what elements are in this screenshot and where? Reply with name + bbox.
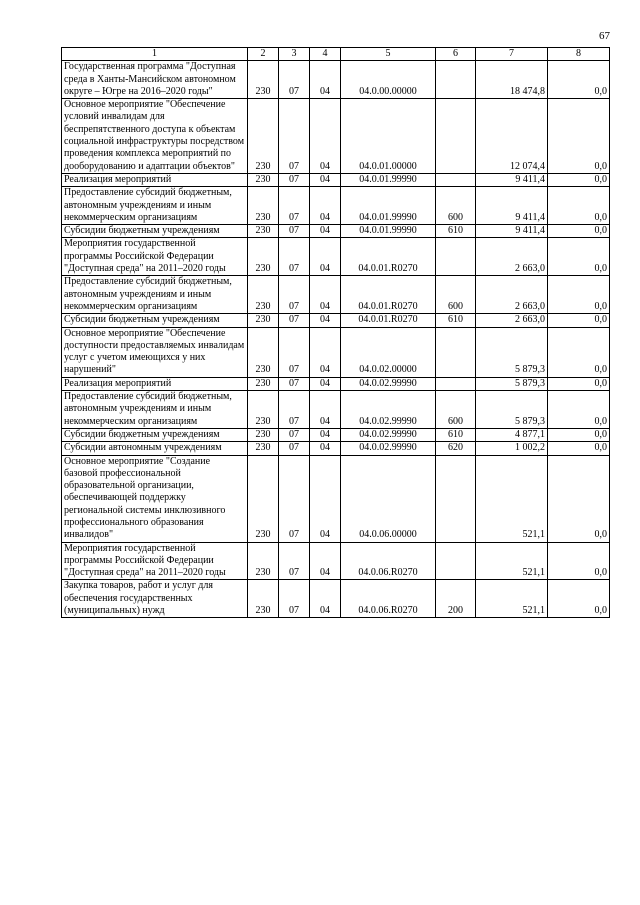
amount-cell: 521,1 [476,580,548,618]
ministry-code-cell: 230 [248,377,279,390]
row-name-cell: Субсидии бюджетным учреждениям [62,314,248,327]
target-article-cell: 04.0.01.R0270 [341,314,436,327]
ministry-code-cell: 230 [248,314,279,327]
budget-table [61,47,610,618]
ministry-code-cell: 230 [248,187,279,225]
section-code-cell: 07 [279,314,310,327]
amount-2-cell: 0,0 [548,314,610,327]
row-name-cell: Закупка товаров, работ и услуг для обеспечения государственных (муниципальных) нужд [62,580,248,618]
expense-type-cell [436,327,476,377]
subsection-code-cell: 04 [310,327,341,377]
target-article-cell: 04.0.02.99990 [341,428,436,441]
subsection-code-cell: 04 [310,99,341,174]
expense-type-cell [436,61,476,99]
section-code-cell: 07 [279,99,310,174]
section-code-cell: 07 [279,377,310,390]
row-name-cell: Основное мероприятие "Обеспечение доступности предоставляемых инвалидам услуг с учетом имеющихся у них нарушений" [62,327,248,377]
table-row [62,442,610,455]
row-name-cell: Мероприятия государственной программы Российской Федерации "Доступная среда" на 2011–2020 годы [62,542,248,580]
expense-type-cell [436,173,476,186]
amount-2-cell: 0,0 [548,428,610,441]
table-row [62,377,610,390]
table-row [62,99,610,174]
table-row [62,225,610,238]
amount-2-cell: 0,0 [548,580,610,618]
row-name-cell: Мероприятия государственной программы Российской Федерации "Доступная среда" на 2011–2020 годы [62,238,248,276]
expense-type-cell [436,542,476,580]
section-code-cell: 07 [279,455,310,542]
expense-type-cell: 610 [436,225,476,238]
amount-cell: 521,1 [476,542,548,580]
amount-2-cell: 0,0 [548,225,610,238]
ministry-code-cell: 230 [248,442,279,455]
expense-type-cell: 620 [436,442,476,455]
amount-2-cell: 0,0 [548,61,610,99]
ministry-code-cell: 230 [248,238,279,276]
target-article-cell: 04.0.06.00000 [341,455,436,542]
section-code-cell: 07 [279,327,310,377]
ministry-code-cell: 230 [248,327,279,377]
expense-type-cell: 600 [436,391,476,429]
target-article-cell: 04.0.06.R0270 [341,580,436,618]
ministry-code-cell: 230 [248,428,279,441]
table-row [62,391,610,429]
row-name-cell: Субсидии автономным учреждениям [62,442,248,455]
section-code-cell: 07 [279,276,310,314]
ministry-code-cell: 230 [248,276,279,314]
expense-type-cell [436,238,476,276]
target-article-cell: 04.0.01.R0270 [341,276,436,314]
section-code-cell: 07 [279,442,310,455]
amount-2-cell: 0,0 [548,99,610,174]
page-number: 67 [599,30,610,42]
amount-2-cell: 0,0 [548,377,610,390]
column-header: 1 [62,48,248,61]
expense-type-cell: 600 [436,187,476,225]
target-article-cell: 04.0.01.99990 [341,173,436,186]
ministry-code-cell: 230 [248,173,279,186]
table-body [62,61,610,618]
row-name-cell: Реализация мероприятий [62,377,248,390]
subsection-code-cell: 04 [310,428,341,441]
subsection-code-cell: 04 [310,542,341,580]
column-header: 4 [310,48,341,61]
row-name-cell: Реализация мероприятий [62,173,248,186]
amount-cell: 5 879,3 [476,327,548,377]
amount-2-cell: 0,0 [548,442,610,455]
subsection-code-cell: 04 [310,391,341,429]
expense-type-cell [436,99,476,174]
table-row [62,455,610,542]
ministry-code-cell: 230 [248,225,279,238]
subsection-code-cell: 04 [310,238,341,276]
subsection-code-cell: 04 [310,173,341,186]
target-article-cell: 04.0.06.R0270 [341,542,436,580]
table-row [62,428,610,441]
subsection-code-cell: 04 [310,61,341,99]
amount-cell: 521,1 [476,455,548,542]
table-row [62,173,610,186]
row-name-cell: Субсидии бюджетным учреждениям [62,428,248,441]
subsection-code-cell: 04 [310,377,341,390]
section-code-cell: 07 [279,187,310,225]
column-header: 3 [279,48,310,61]
expense-type-cell [436,377,476,390]
target-article-cell: 04.0.02.99990 [341,391,436,429]
column-header: 5 [341,48,436,61]
amount-2-cell: 0,0 [548,173,610,186]
column-header: 2 [248,48,279,61]
section-code-cell: 07 [279,428,310,441]
subsection-code-cell: 04 [310,455,341,542]
target-article-cell: 04.0.02.99990 [341,377,436,390]
table-row [62,61,610,99]
table-row [62,238,610,276]
expense-type-cell: 610 [436,428,476,441]
table-header-row [62,48,610,61]
row-name-cell: Предоставление субсидий бюджетным, автономным учреждениям и иным некоммерческим организациям [62,276,248,314]
target-article-cell: 04.0.01.99990 [341,187,436,225]
ministry-code-cell: 230 [248,542,279,580]
table-row [62,276,610,314]
expense-type-cell: 610 [436,314,476,327]
section-code-cell: 07 [279,542,310,580]
subsection-code-cell: 04 [310,225,341,238]
section-code-cell: 07 [279,238,310,276]
table-row [62,314,610,327]
subsection-code-cell: 04 [310,187,341,225]
section-code-cell: 07 [279,391,310,429]
amount-cell: 5 879,3 [476,391,548,429]
target-article-cell: 04.0.01.99990 [341,225,436,238]
target-article-cell: 04.0.02.00000 [341,327,436,377]
column-header: 8 [548,48,610,61]
section-code-cell: 07 [279,61,310,99]
ministry-code-cell: 230 [248,61,279,99]
amount-cell: 9 411,4 [476,225,548,238]
amount-2-cell: 0,0 [548,238,610,276]
amount-cell: 4 877,1 [476,428,548,441]
amount-2-cell: 0,0 [548,187,610,225]
amount-2-cell: 0,0 [548,542,610,580]
amount-cell: 2 663,0 [476,276,548,314]
target-article-cell: 04.0.00.00000 [341,61,436,99]
row-name-cell: Предоставление субсидий бюджетным, автономным учреждениям и иным некоммерческим организациям [62,391,248,429]
section-code-cell: 07 [279,580,310,618]
subsection-code-cell: 04 [310,314,341,327]
amount-cell: 9 411,4 [476,173,548,186]
target-article-cell: 04.0.01.R0270 [341,238,436,276]
table-row [62,327,610,377]
ministry-code-cell: 230 [248,455,279,542]
amount-2-cell: 0,0 [548,276,610,314]
amount-cell: 2 663,0 [476,238,548,276]
expense-type-cell: 200 [436,580,476,618]
subsection-code-cell: 04 [310,442,341,455]
target-article-cell: 04.0.02.99990 [341,442,436,455]
expense-type-cell: 600 [436,276,476,314]
amount-cell: 9 411,4 [476,187,548,225]
row-name-cell: Предоставление субсидий бюджетным, автономным учреждениям и иным некоммерческим организациям [62,187,248,225]
row-name-cell: Субсидии бюджетным учреждениям [62,225,248,238]
column-header: 7 [476,48,548,61]
expense-type-cell [436,455,476,542]
amount-cell: 5 879,3 [476,377,548,390]
section-code-cell: 07 [279,225,310,238]
amount-2-cell: 0,0 [548,391,610,429]
amount-cell: 12 074,4 [476,99,548,174]
ministry-code-cell: 230 [248,580,279,618]
subsection-code-cell: 04 [310,580,341,618]
amount-cell: 1 002,2 [476,442,548,455]
amount-2-cell: 0,0 [548,455,610,542]
ministry-code-cell: 230 [248,391,279,429]
amount-2-cell: 0,0 [548,327,610,377]
subsection-code-cell: 04 [310,276,341,314]
table-row [62,580,610,618]
row-name-cell: Государственная программа "Доступная среда в Ханты-Мансийском автономном округе – Югре на 2016–2020 годы" [62,61,248,99]
amount-cell: 18 474,8 [476,61,548,99]
target-article-cell: 04.0.01.00000 [341,99,436,174]
amount-cell: 2 663,0 [476,314,548,327]
row-name-cell: Основное мероприятие "Создание базовой профессиональной образовательной организации, обеспечивающей поддержку региональной системы инклюзивного профессионального образования инвалидов" [62,455,248,542]
section-code-cell: 07 [279,173,310,186]
table-row [62,187,610,225]
ministry-code-cell: 230 [248,99,279,174]
table-row [62,542,610,580]
row-name-cell: Основное мероприятие "Обеспечение условий инвалидам для беспрепятственного доступа к объектам социальной инфраструктуры посредством проведения комплекса мероприятий по дооборудованию и адаптации объектов" [62,99,248,174]
column-header: 6 [436,48,476,61]
